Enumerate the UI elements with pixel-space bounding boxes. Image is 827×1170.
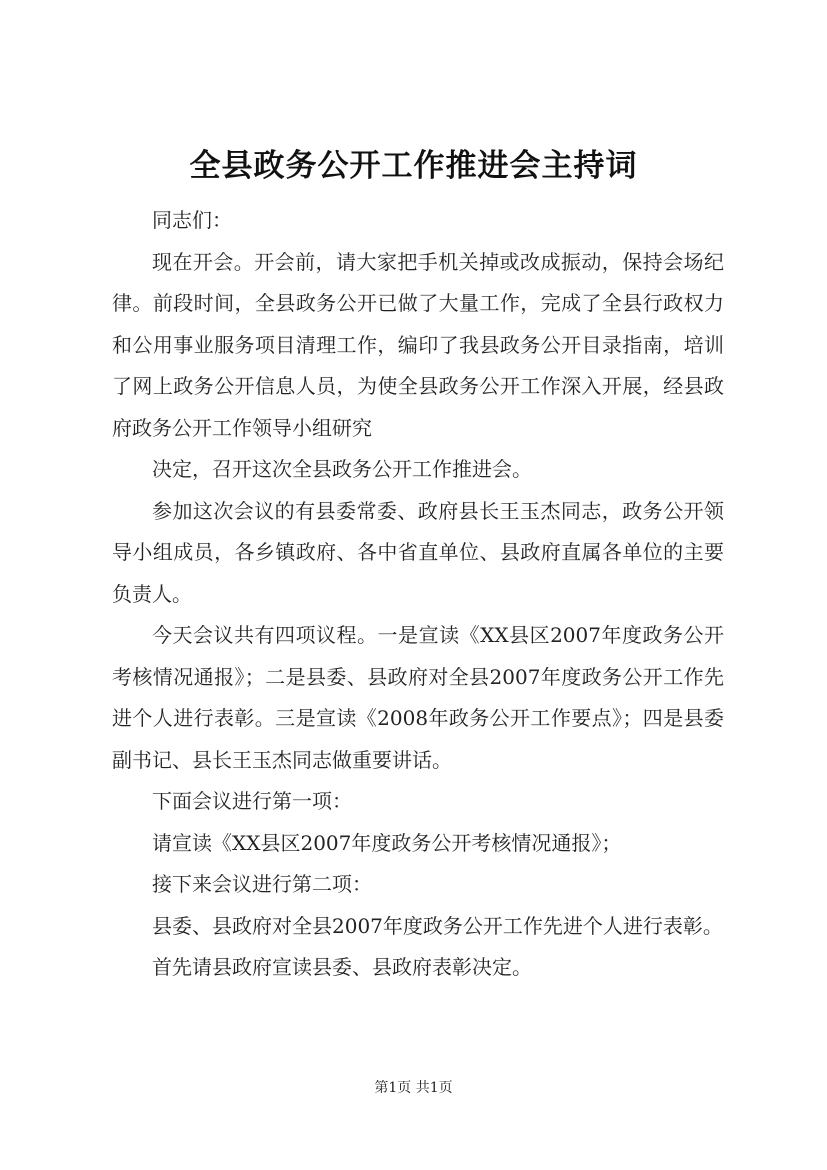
paragraph-agenda: 今天会议共有四项议程。一是宣读《XX县区2007年度政务公开考核情况通报》；二是县委、县政府对全县2007年度政务公开工作先进个人进行表彰。三是宣读《2008年政务公开工作要点》；四是县委副书记、县长王玉杰同志做重要讲话。 bbox=[112, 623, 724, 772]
paragraph-decision: 决定，召开这次全县政务公开工作推进会。 bbox=[152, 457, 532, 481]
document-body bbox=[112, 200, 724, 989]
paragraph-read-report: 请宣读《XX县区2007年度政务公开考核情况通报》； bbox=[152, 830, 622, 855]
document-title: 全县政务公开工作推进会主持词 bbox=[189, 148, 638, 184]
paragraph-item-one: 下面会议进行第一项： bbox=[152, 789, 352, 813]
paragraph-read-decision: 首先请县政府宣读县委、县政府表彰决定。 bbox=[152, 955, 532, 979]
paragraph-attendees: 参加这次会议的有县委常委、政府县长王玉杰同志，政务公开领导小组成员，各乡镇政府、各中省直单位、县政府直属各单位的主要负责人。 bbox=[112, 498, 724, 606]
paragraph-commendation: 县委、县政府对全县2007年度政务公开工作先进个人进行表彰。 bbox=[152, 913, 723, 938]
paragraph-greeting: 同志们： bbox=[152, 208, 232, 232]
paragraph-item-two: 接下来会议进行第二项： bbox=[152, 872, 372, 896]
page-footer: 第1页 共1页 bbox=[374, 1080, 453, 1096]
paragraph-opening: 现在开会。开会前，请大家把手机关掉或改成振动，保持会场纪律。前段时间，全县政务公开已做了大量工作，完成了全县行政权力和公用事业服务项目清理工作，编印了我县政务公开目录指南，培训了网上政务公开信息人员，为使全县政务公开工作深入开展，经县政府政务公开工作领导小组研究 bbox=[112, 249, 724, 440]
